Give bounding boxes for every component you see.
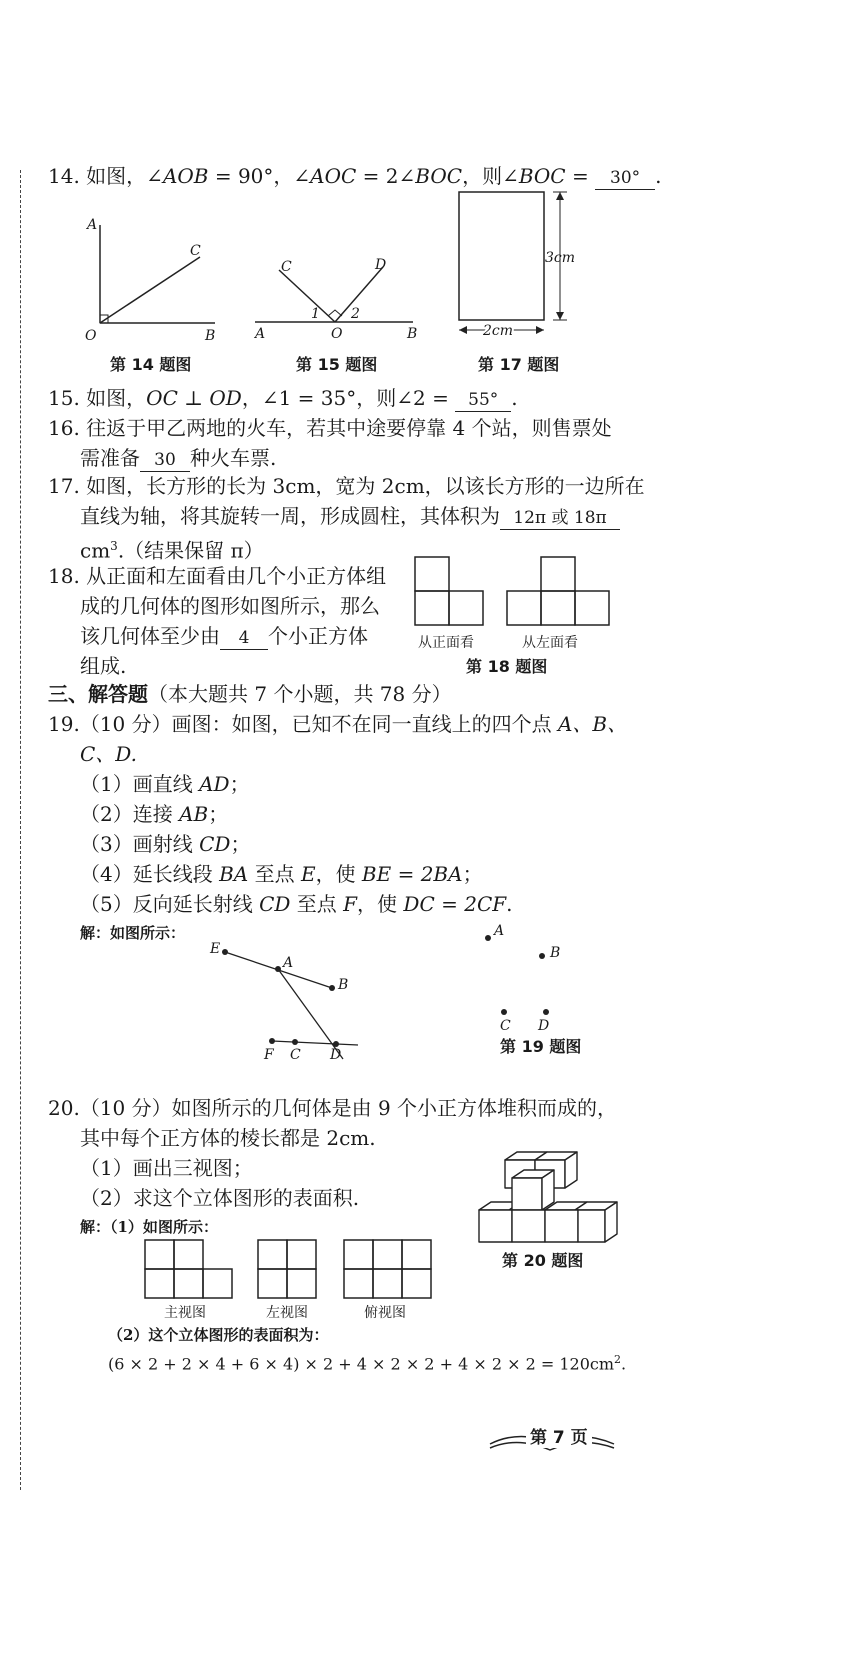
svg-text:E: E [210,941,221,957]
svg-text:2cm: 2cm [483,323,514,339]
svg-text:O: O [85,328,97,344]
svg-text:C: C [500,1018,511,1034]
figure-19 [480,920,590,1034]
question-17: 17. 如图，长方形的长为 3cm，宽为 2cm，以该长方形的一边所在 [48,474,645,498]
q19-solution-figure [200,935,370,1065]
svg-text:A: A [283,955,294,971]
q19-step-5: （5）反向延长射线 CD 至点 F，使 DC = 2CF. [80,892,513,916]
question-20-line2: 其中每个正方体的棱长都是 2cm. [80,1126,376,1150]
q20-three-views [145,1238,435,1300]
question-14: 14. 如图，∠AOB = 90°，∠AOC = 2∠BOC，则∠BOC = 30° . [48,164,662,188]
svg-text:A: A [255,326,266,342]
caption-17: 第 17 题图 [478,355,560,374]
question-16: 16. 往返于甲乙两地的火车，若其中途要停靠 4 个站，则售票处 [48,416,612,440]
answer-15: 55° [455,389,511,412]
label-top-view: 俯视图 [364,1305,406,1321]
question-18-line3: 该几何体至少由 4 个小正方体 [80,624,368,648]
question-19: 19.（10 分）画图：如图，已知不在同一直线上的四个点 A、B、 [48,712,628,736]
question-18-line2: 成的几何体的图形如图所示，那么 [80,594,380,618]
q20-solution-part2-label: （2）这个立体图形的表面积为： [108,1326,329,1344]
answer-18: 4 [220,627,268,650]
figure-18 [415,555,615,630]
answer-17: 12π 或 18π [500,507,620,530]
figure-14 [80,215,230,345]
svg-text:B: B [407,326,418,342]
q20-step-2: （2）求这个立体图形的表面积. [80,1186,360,1210]
q19-step-1: （1）画直线 AD； [80,772,250,796]
caption-19: 第 19 题图 [500,1037,582,1056]
caption-18: 第 18 题图 [466,657,548,676]
svg-text:B: B [550,945,561,961]
q20-solution-formula: $(6 \times 2 + 2 \times 4 + 6 \times 4) \times 2 + 4 \times 2 \times 2 + 4 \times 2 \times 2 = 120cm^2$. [108,1353,627,1374]
question-20: 20.（10 分）如图所示的几何体是由 9 个小正方体堆积而成的， [48,1096,618,1120]
q20-solution-label: 解：（1）如图所示： [80,1218,218,1236]
binding-margin-line [20,170,21,1490]
q20-step-1: （1）画出三视图； [80,1156,253,1180]
svg-text:F: F [264,1047,274,1063]
svg-text:C: C [190,243,201,259]
svg-text:3cm: 3cm [545,250,576,266]
svg-text:D: D [375,257,387,273]
section-3-heading: 三、解答题（本大题共 7 个小题，共 78 分） [48,682,452,706]
svg-text:D: D [330,1047,342,1063]
question-18-line4: 组成. [80,654,127,678]
question-15: 15. 如图，OC ⊥ OD，∠1 = 35°，则∠2 = 55° . [48,386,518,410]
label-left-view: 从左面看 [522,635,578,651]
caption-20: 第 20 题图 [502,1251,584,1270]
question-19-line2: C、D. [80,742,137,766]
q19-step-4: （4）延长线段 BA 至点 E，使 BE = 2BA； [80,862,483,886]
q19-step-2: （2）连接 AB； [80,802,229,826]
svg-text:B: B [205,328,216,344]
figure-20 [475,1150,615,1250]
svg-text:C: C [281,259,292,275]
figure-15 [255,255,425,345]
question-16-line2: 需准备 30 种火车票. [80,446,277,470]
caption-14: 第 14 题图 [110,355,192,374]
q19-step-3: （3）画射线 CD； [80,832,251,856]
svg-text:1: 1 [311,306,320,322]
page-number: 第 7 页 [526,1423,592,1448]
figure-17 [455,190,585,340]
caption-15: 第 15 题图 [296,355,378,374]
label-side-view: 左视图 [266,1305,308,1321]
label-main-view: 主视图 [164,1305,206,1321]
answer-14: 30° [595,167,655,190]
svg-text:D: D [538,1018,550,1034]
q19-solution-label: 解：如图所示： [80,924,186,942]
svg-text:B: B [338,977,349,993]
svg-text:C: C [290,1047,301,1063]
question-17-line3: $cm^3$.（结果保留 π） [80,538,264,563]
question-17-line2: 直线为轴，将其旋转一周，形成圆柱，其体积为 12π 或 18π [80,502,620,530]
svg-text:2: 2 [351,306,360,322]
svg-text:A: A [494,923,505,939]
label-front-view: 从正面看 [418,635,474,651]
question-18: 18. 从正面和左面看由几个小正方体组 [48,564,387,588]
svg-text:O: O [331,326,343,342]
answer-16: 30 [140,449,190,472]
svg-text:A: A [87,217,98,233]
